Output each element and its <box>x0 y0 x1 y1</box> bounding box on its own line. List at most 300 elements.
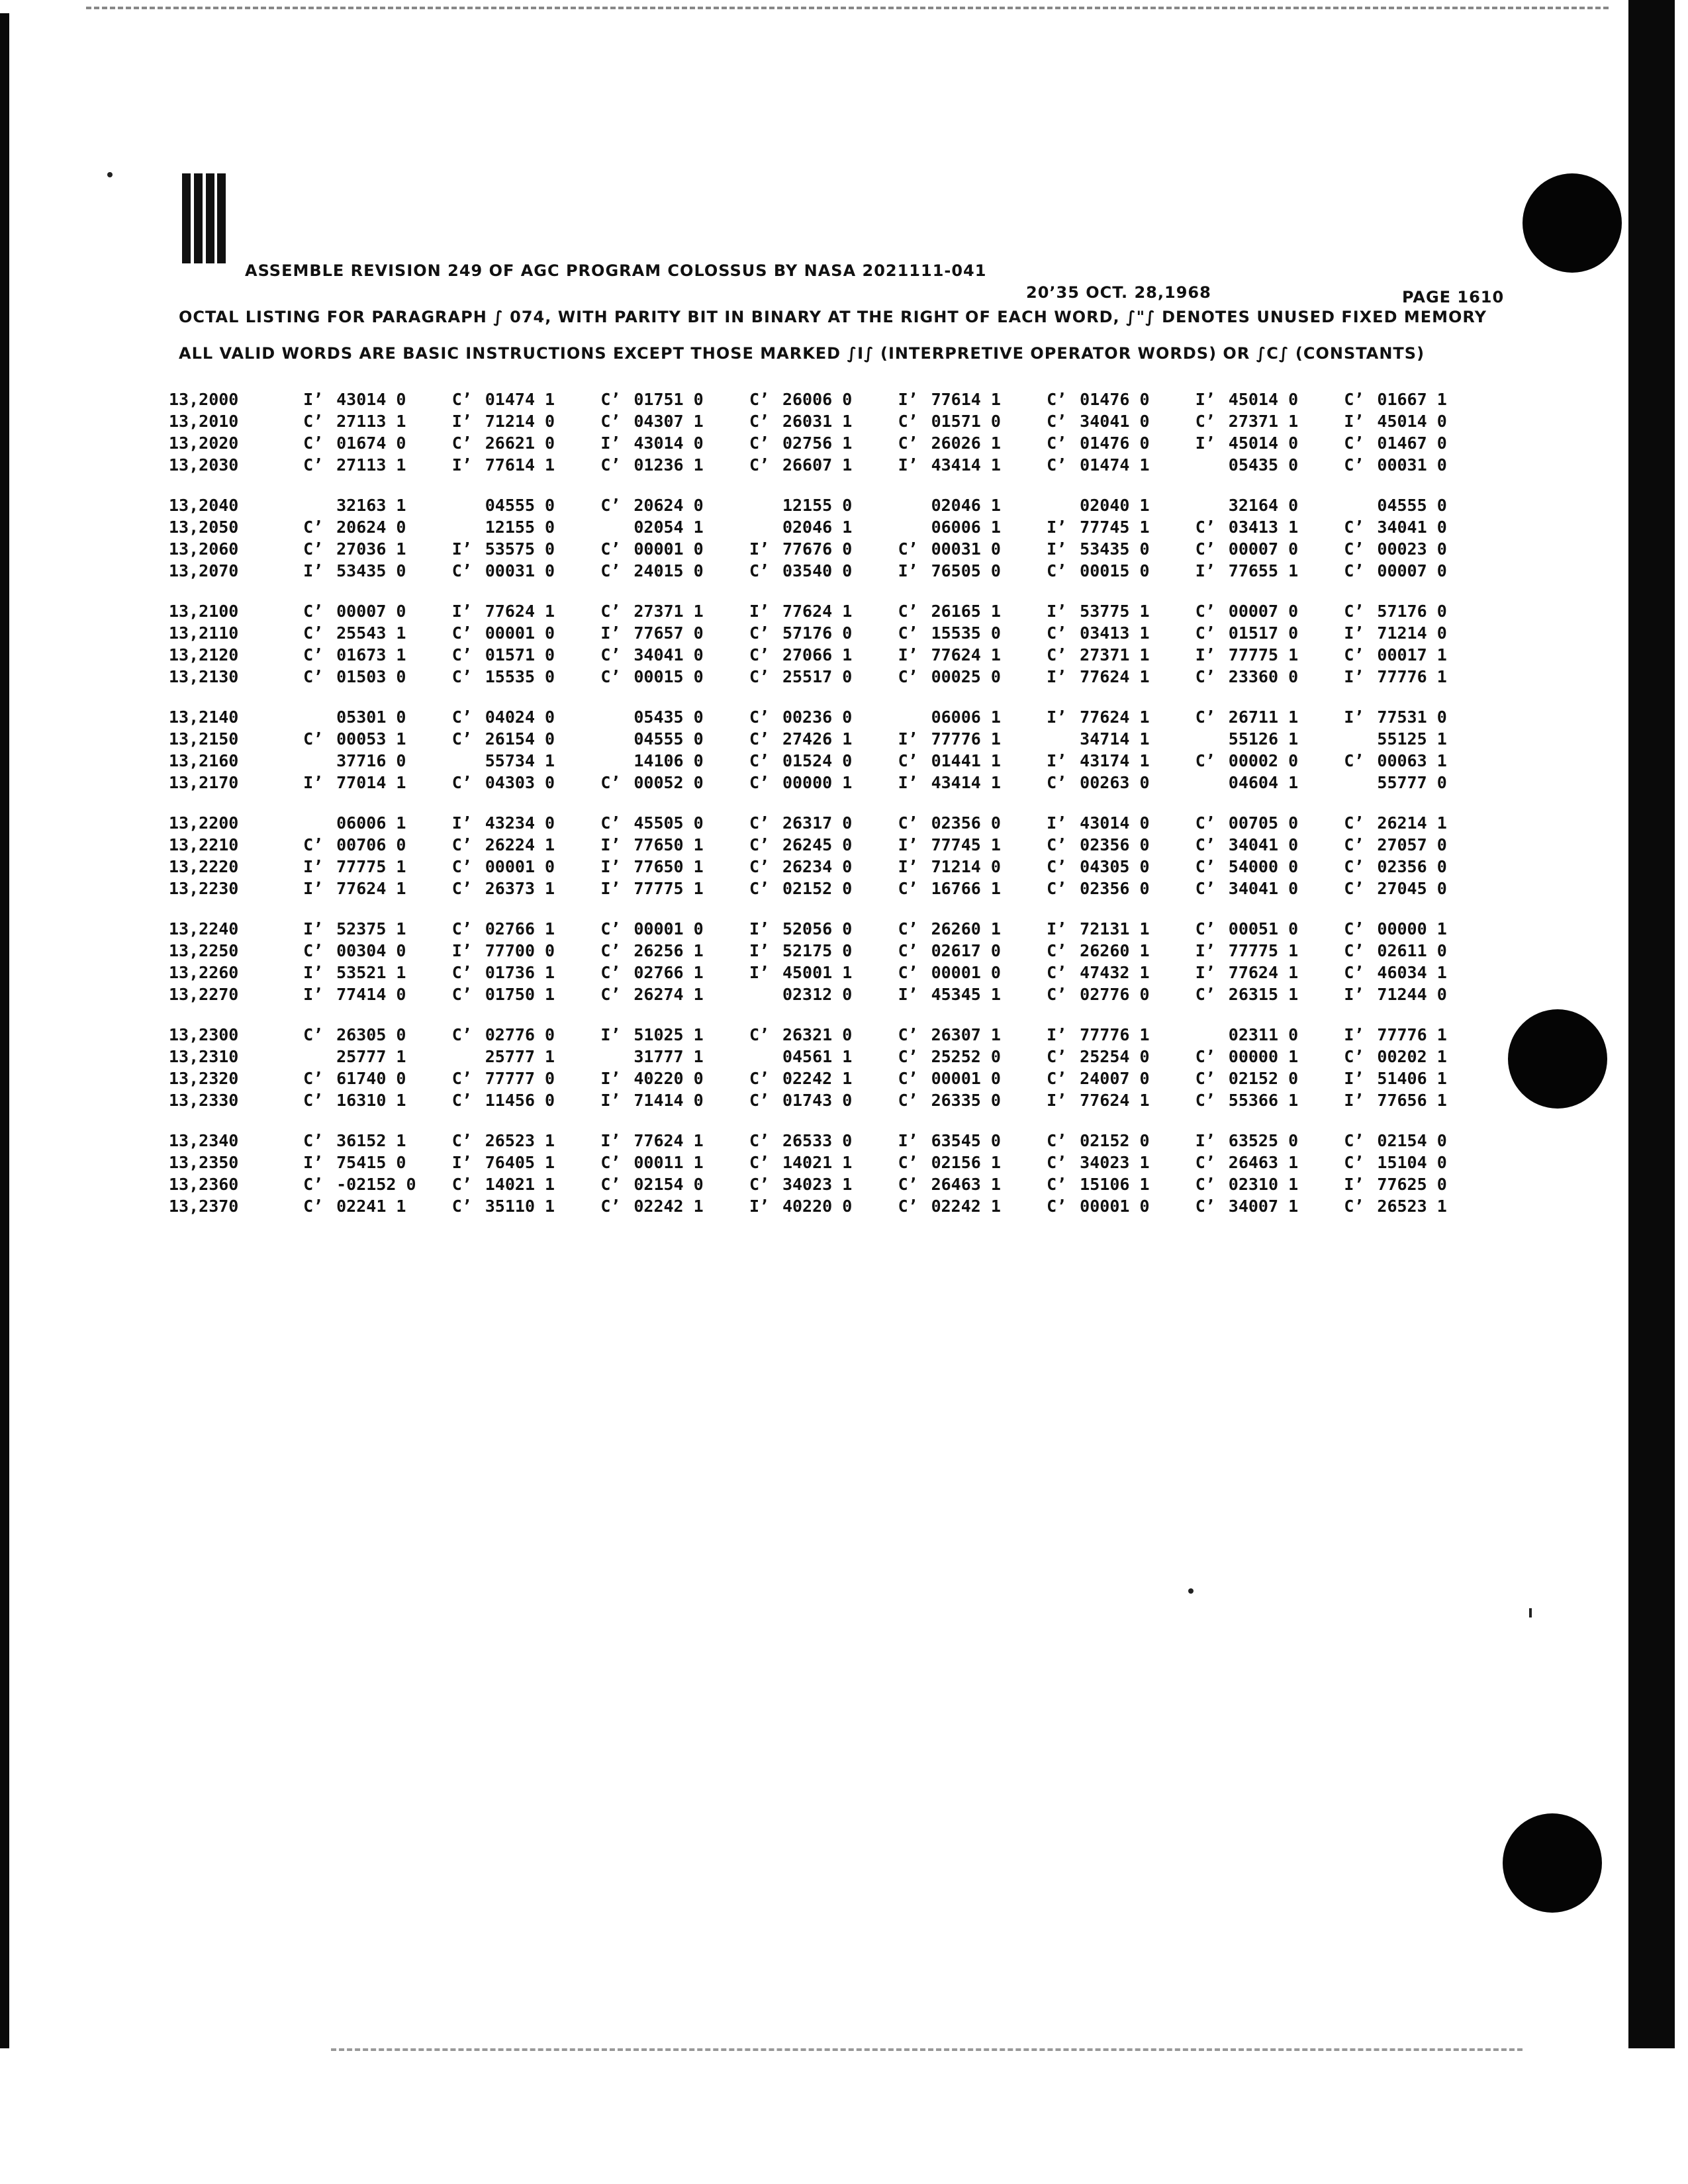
octal-word <box>1047 1025 1196 1044</box>
word-marker: C’ <box>303 518 324 537</box>
word-marker: I’ <box>1344 623 1364 643</box>
octal-word <box>1196 645 1344 664</box>
word-marker <box>1196 729 1229 749</box>
octal-word <box>1344 390 1493 409</box>
octal-word <box>749 539 898 559</box>
word-marker: C’ <box>898 963 918 982</box>
octal-word <box>1344 561 1493 580</box>
word-value: 23360 0 <box>1228 667 1299 686</box>
word-marker <box>749 985 782 1004</box>
word-value: 26607 1 <box>782 455 853 475</box>
octal-word <box>749 602 898 621</box>
octal-word <box>303 623 452 643</box>
word-value: 00000 1 <box>782 773 853 792</box>
octal-word <box>749 835 898 854</box>
word-value: 02356 0 <box>1080 879 1150 898</box>
octal-word <box>1047 941 1196 960</box>
word-marker: C’ <box>600 539 621 559</box>
word-marker: C’ <box>303 623 324 643</box>
word-marker <box>1344 773 1377 792</box>
word-value: 26711 1 <box>1228 707 1299 727</box>
word-value: 54000 0 <box>1228 857 1299 876</box>
word-marker <box>452 496 485 515</box>
word-value: 43414 1 <box>931 773 1001 792</box>
word-value: 05435 0 <box>1228 455 1299 475</box>
word-marker: C’ <box>451 985 472 1004</box>
row-address: 13,2220 <box>169 857 239 876</box>
octal-word <box>1047 1175 1196 1194</box>
octal-word <box>303 1047 452 1066</box>
word-value: 77655 1 <box>1228 561 1299 580</box>
word-value: 24007 0 <box>1080 1069 1150 1088</box>
octal-word <box>600 729 749 749</box>
word-value: 02356 0 <box>1080 835 1150 854</box>
octal-word <box>600 985 749 1004</box>
word-marker: C’ <box>451 1131 472 1150</box>
octal-word <box>1196 1047 1344 1066</box>
word-marker: I’ <box>451 412 472 431</box>
octal-word <box>1344 1153 1493 1172</box>
word-marker: C’ <box>749 561 770 580</box>
word-marker: C’ <box>600 941 621 960</box>
word-value: 77614 1 <box>485 455 555 475</box>
word-marker: C’ <box>1047 985 1067 1004</box>
word-value: 26274 1 <box>633 985 704 1004</box>
word-marker: I’ <box>749 602 770 621</box>
word-marker: C’ <box>898 813 918 833</box>
word-value: 00001 0 <box>931 1069 1001 1088</box>
listing-row <box>169 770 1493 792</box>
octal-word <box>898 390 1047 409</box>
octal-word <box>600 539 749 559</box>
octal-word <box>600 561 749 580</box>
octal-word <box>1047 667 1196 686</box>
word-value: 26533 0 <box>782 1131 853 1150</box>
word-value: -02152 0 <box>336 1175 416 1194</box>
word-value: 77700 0 <box>485 941 555 960</box>
word-value: 27113 1 <box>336 455 406 475</box>
word-value: 26256 1 <box>633 941 704 960</box>
octal-word <box>1196 985 1344 1004</box>
word-value: 01667 1 <box>1377 390 1447 409</box>
octal-word <box>1047 773 1196 792</box>
word-value: 04024 0 <box>485 707 555 727</box>
listing-row <box>169 1128 1493 1150</box>
word-value: 15104 0 <box>1377 1153 1447 1172</box>
listing-block <box>169 811 1493 898</box>
listing-row <box>169 537 1493 559</box>
word-value: 71214 0 <box>931 857 1001 876</box>
word-value: 26335 0 <box>931 1091 1001 1110</box>
word-marker: C’ <box>1344 857 1364 876</box>
word-marker: C’ <box>451 773 472 792</box>
word-value: 11456 0 <box>485 1091 555 1110</box>
octal-word <box>452 623 601 643</box>
octal-word <box>749 561 898 580</box>
octal-word <box>1047 539 1196 559</box>
word-marker: C’ <box>749 707 770 727</box>
word-marker <box>303 751 336 770</box>
word-value: 43234 0 <box>485 813 555 833</box>
octal-word <box>749 1025 898 1044</box>
octal-word <box>749 412 898 431</box>
listing-block <box>169 493 1493 580</box>
octal-word <box>1196 455 1344 475</box>
octal-word <box>1196 496 1344 515</box>
word-value: 40220 0 <box>633 1069 704 1088</box>
octal-word <box>1196 879 1344 898</box>
word-marker: C’ <box>1195 985 1215 1004</box>
word-marker: I’ <box>303 963 324 982</box>
word-value: 25777 1 <box>336 1047 406 1066</box>
word-marker: C’ <box>898 1197 918 1216</box>
word-marker: C’ <box>1344 1153 1364 1172</box>
octal-word <box>600 1131 749 1150</box>
octal-word <box>749 1175 898 1194</box>
word-marker: C’ <box>1344 919 1364 938</box>
word-value: 06006 1 <box>931 518 1001 537</box>
octal-word <box>303 1091 452 1110</box>
word-marker: C’ <box>451 390 472 409</box>
word-marker <box>600 1047 633 1066</box>
octal-word <box>1196 1153 1344 1172</box>
word-value: 16766 1 <box>931 879 1001 898</box>
word-marker: C’ <box>303 539 324 559</box>
word-value: 26523 1 <box>1377 1197 1447 1216</box>
word-value: 55366 1 <box>1228 1091 1299 1110</box>
octal-word <box>1344 707 1493 727</box>
word-marker: C’ <box>600 773 621 792</box>
word-marker: I’ <box>600 433 621 453</box>
word-marker: C’ <box>1047 561 1067 580</box>
octal-word <box>452 813 601 833</box>
word-marker: C’ <box>451 729 472 749</box>
word-value: 05301 0 <box>336 707 406 727</box>
octal-word <box>1344 729 1493 749</box>
word-marker: C’ <box>1195 1069 1215 1088</box>
word-value: 00015 0 <box>633 667 704 686</box>
word-marker: I’ <box>1047 751 1067 770</box>
octal-word <box>600 1025 749 1044</box>
word-marker: I’ <box>303 919 324 938</box>
word-marker: C’ <box>1047 1153 1067 1172</box>
word-marker: C’ <box>749 857 770 876</box>
listing-row <box>169 515 1493 537</box>
word-marker: I’ <box>1195 390 1215 409</box>
word-marker: C’ <box>1344 1197 1364 1216</box>
listing-row <box>169 938 1493 960</box>
word-marker <box>898 496 931 515</box>
octal-word <box>749 1153 898 1172</box>
word-value: 00304 0 <box>336 941 406 960</box>
octal-word <box>452 857 601 876</box>
word-value: 12155 0 <box>782 496 853 515</box>
word-marker <box>898 707 931 727</box>
word-value: 55777 0 <box>1377 773 1447 792</box>
word-marker: C’ <box>898 667 918 686</box>
word-value: 26260 1 <box>1080 941 1150 960</box>
row-address: 13,2370 <box>169 1197 239 1216</box>
word-marker: C’ <box>898 1047 918 1066</box>
octal-word <box>452 1047 601 1066</box>
word-marker: I’ <box>749 539 770 559</box>
word-marker: I’ <box>898 773 918 792</box>
listing-row <box>169 1172 1493 1194</box>
word-marker: C’ <box>451 561 472 580</box>
row-address: 13,2170 <box>169 773 239 792</box>
word-value: 00000 1 <box>1228 1047 1299 1066</box>
word-value: 00007 0 <box>1228 602 1299 621</box>
octal-word <box>1344 602 1493 621</box>
word-value: 72131 1 <box>1080 919 1150 938</box>
word-marker: I’ <box>303 390 324 409</box>
word-value: 04555 0 <box>485 496 555 515</box>
word-marker: C’ <box>1047 1131 1067 1150</box>
octal-word <box>600 1091 749 1110</box>
word-value: 77745 1 <box>931 835 1001 854</box>
word-value: 45014 0 <box>1228 433 1299 453</box>
word-marker <box>749 1047 782 1066</box>
word-marker: C’ <box>1344 539 1364 559</box>
word-value: 04555 0 <box>1377 496 1447 515</box>
word-value: 77624 1 <box>1080 1091 1150 1110</box>
word-marker: C’ <box>749 1175 770 1194</box>
octal-word <box>1344 919 1493 938</box>
word-value: 76405 1 <box>485 1153 555 1172</box>
word-value: 43014 0 <box>336 390 406 409</box>
octal-word <box>749 985 898 1004</box>
octal-word <box>898 963 1047 982</box>
octal-word <box>898 729 1047 749</box>
octal-word <box>1196 813 1344 833</box>
octal-word <box>303 985 452 1004</box>
octal-word <box>1344 433 1493 453</box>
word-value: 26224 1 <box>485 835 555 854</box>
word-marker: C’ <box>1047 1197 1067 1216</box>
word-marker: C’ <box>303 412 324 431</box>
octal-word <box>452 645 601 664</box>
left-scan-edge <box>0 13 9 2048</box>
row-address: 13,2230 <box>169 879 239 898</box>
word-marker: C’ <box>451 1175 472 1194</box>
word-value: 45505 0 <box>633 813 704 833</box>
octal-word <box>452 773 601 792</box>
word-value: 77531 0 <box>1377 707 1447 727</box>
word-marker: I’ <box>1344 985 1364 1004</box>
octal-word <box>303 729 452 749</box>
word-marker: I’ <box>303 985 324 1004</box>
row-address: 13,2330 <box>169 1091 239 1110</box>
listing-block <box>169 917 1493 1004</box>
word-marker: I’ <box>303 857 324 876</box>
word-value: 26373 1 <box>485 879 555 898</box>
word-value: 02756 1 <box>782 433 853 453</box>
octal-word <box>1047 1153 1196 1172</box>
word-value: 26305 0 <box>336 1025 406 1044</box>
word-value: 02310 1 <box>1228 1175 1299 1194</box>
word-value: 52175 0 <box>782 941 853 960</box>
listing-block <box>169 387 1493 475</box>
word-marker: C’ <box>749 390 770 409</box>
octal-word <box>1047 857 1196 876</box>
listing-row <box>169 493 1493 515</box>
word-marker: C’ <box>1047 455 1067 475</box>
word-marker: C’ <box>451 1025 472 1044</box>
word-marker: I’ <box>898 390 918 409</box>
word-marker: C’ <box>1195 623 1215 643</box>
word-marker: C’ <box>303 1025 324 1044</box>
word-value: 26523 1 <box>485 1131 555 1150</box>
listing-row <box>169 1088 1493 1110</box>
word-marker: I’ <box>898 645 918 664</box>
octal-word <box>303 390 452 409</box>
word-marker: C’ <box>1047 879 1067 898</box>
word-marker: C’ <box>749 835 770 854</box>
word-value: 15106 1 <box>1080 1175 1150 1194</box>
octal-word <box>303 857 452 876</box>
word-marker: C’ <box>600 412 621 431</box>
word-marker: C’ <box>303 645 324 664</box>
word-value: 46034 1 <box>1377 963 1447 982</box>
octal-word <box>452 919 601 938</box>
octal-word <box>303 773 452 792</box>
word-value: 43174 1 <box>1080 751 1150 770</box>
octal-word <box>1196 963 1344 982</box>
word-value: 02776 0 <box>485 1025 555 1044</box>
word-value: 57176 0 <box>782 623 853 643</box>
word-value: 01743 0 <box>782 1091 853 1110</box>
word-marker: C’ <box>303 835 324 854</box>
word-value: 77624 1 <box>336 879 406 898</box>
word-value: 02046 1 <box>931 496 1001 515</box>
word-marker: C’ <box>1047 773 1067 792</box>
word-marker: C’ <box>1047 857 1067 876</box>
word-marker: C’ <box>600 455 621 475</box>
word-marker: C’ <box>1344 1047 1364 1066</box>
listing-row <box>169 1023 1493 1044</box>
word-marker <box>1196 773 1229 792</box>
octal-word <box>1196 1131 1344 1150</box>
octal-word <box>1196 707 1344 727</box>
octal-word <box>600 645 749 664</box>
word-marker: I’ <box>303 1153 324 1172</box>
octal-word <box>1344 879 1493 898</box>
word-value: 27371 1 <box>1080 645 1150 664</box>
word-value: 02242 1 <box>931 1197 1001 1216</box>
word-value: 37716 0 <box>336 751 406 770</box>
listing-row <box>169 876 1493 898</box>
word-value: 00031 0 <box>485 561 555 580</box>
octal-word <box>898 496 1047 515</box>
octal-word <box>303 645 452 664</box>
word-marker: I’ <box>749 963 770 982</box>
word-marker <box>898 518 931 537</box>
word-marker <box>303 813 336 833</box>
word-value: 34041 0 <box>1377 518 1447 537</box>
word-value: 01571 0 <box>931 412 1001 431</box>
word-value: 34041 0 <box>633 645 704 664</box>
word-value: 77625 0 <box>1377 1175 1447 1194</box>
word-marker: I’ <box>898 561 918 580</box>
word-value: 12155 0 <box>485 518 555 537</box>
octal-word <box>1344 773 1493 792</box>
word-marker: C’ <box>898 941 918 960</box>
word-marker: I’ <box>749 919 770 938</box>
octal-word <box>1196 729 1344 749</box>
word-value: 24015 0 <box>633 561 704 580</box>
word-value: 02242 1 <box>782 1069 853 1088</box>
word-marker: I’ <box>898 857 918 876</box>
word-value: 25543 1 <box>336 623 406 643</box>
word-marker <box>1047 729 1080 749</box>
word-marker: C’ <box>1344 751 1364 770</box>
octal-word <box>1196 919 1344 938</box>
word-value: 76505 0 <box>931 561 1001 580</box>
word-value: 32163 1 <box>336 496 406 515</box>
octal-word <box>1344 667 1493 686</box>
word-marker: C’ <box>1344 390 1364 409</box>
octal-word <box>600 963 749 982</box>
word-value: 77624 1 <box>1228 963 1299 982</box>
word-marker: C’ <box>1195 1197 1215 1216</box>
word-value: 55126 1 <box>1228 729 1299 749</box>
word-marker <box>452 518 485 537</box>
octal-word <box>600 412 749 431</box>
word-value: 77777 0 <box>485 1069 555 1088</box>
word-marker: I’ <box>1047 539 1067 559</box>
octal-word <box>600 1175 749 1194</box>
word-marker: C’ <box>303 602 324 621</box>
word-marker: I’ <box>451 602 472 621</box>
listing-row <box>169 854 1493 876</box>
word-marker: I’ <box>600 857 621 876</box>
word-value: 02766 1 <box>633 963 704 982</box>
octal-word <box>600 1197 749 1216</box>
octal-word <box>1196 1091 1344 1110</box>
word-value: 00031 0 <box>931 539 1001 559</box>
word-value: 04561 1 <box>782 1047 853 1066</box>
word-value: 03413 1 <box>1228 518 1299 537</box>
word-marker <box>749 518 782 537</box>
word-marker: I’ <box>898 985 918 1004</box>
word-marker: C’ <box>1344 879 1364 898</box>
word-marker: C’ <box>451 623 472 643</box>
octal-word <box>749 1197 898 1216</box>
word-marker: C’ <box>303 1091 324 1110</box>
word-value: 34041 0 <box>1080 412 1150 431</box>
octal-word <box>1047 455 1196 475</box>
octal-word <box>303 433 452 453</box>
octal-word <box>1344 455 1493 475</box>
octal-word <box>452 667 601 686</box>
listing-row <box>169 1066 1493 1088</box>
octal-word <box>1196 433 1344 453</box>
word-marker: C’ <box>1344 561 1364 580</box>
octal-word <box>1047 390 1196 409</box>
word-marker: C’ <box>898 433 918 453</box>
octal-word <box>898 879 1047 898</box>
word-marker: C’ <box>1195 813 1215 833</box>
word-marker: C’ <box>451 879 472 898</box>
word-value: 63545 0 <box>931 1131 1001 1150</box>
word-marker: I’ <box>600 835 621 854</box>
octal-word <box>1344 813 1493 833</box>
word-marker: C’ <box>451 707 472 727</box>
octal-listing <box>169 387 1493 1261</box>
octal-word <box>898 561 1047 580</box>
word-marker: C’ <box>1047 1175 1067 1194</box>
octal-word <box>1196 518 1344 537</box>
